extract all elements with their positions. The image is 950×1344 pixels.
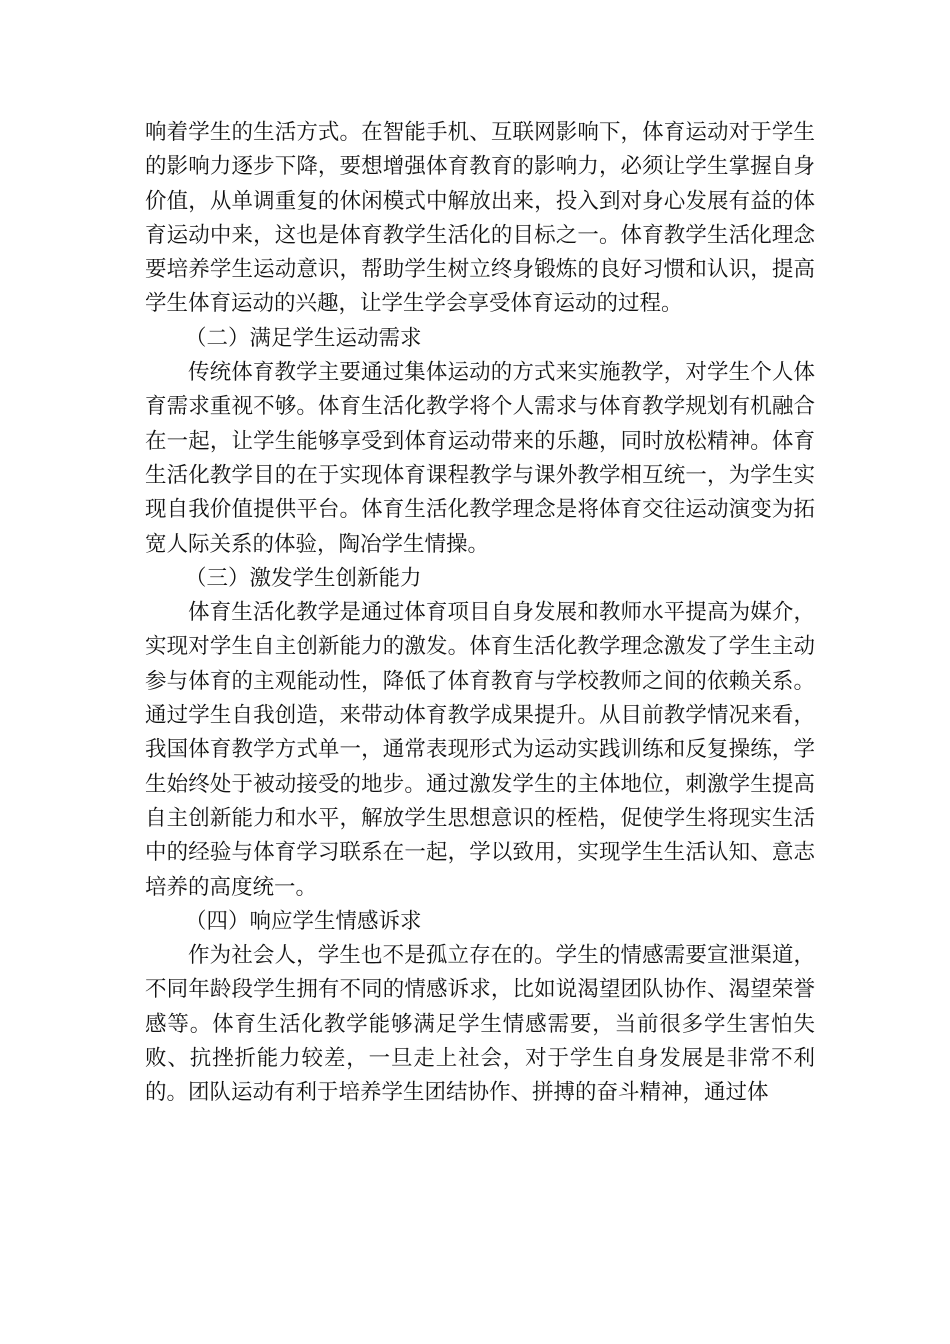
section-heading-2: （二）满足学生运动需求 — [185, 325, 422, 351]
paragraph-traditional-teaching: 传统体育教学主要通过集体运动的方式来实施教学，对学生个人体育需求重视不够。体育生活化教学将个人需求与体育教学规划有机融合在一起，让学生能够享受到体育运动带来的乐趣，同时放松精神。体育生活化教学目的在于实现体育课程教学与课外教学相互统一，为学生实现自我价值提供平台。体育生活化教学理念是将体育交往运动演变为拓宽人际关系的体验，陶冶学生情操。 — [145, 360, 815, 557]
paragraph-emotional-needs: 作为社会人，学生也不是孤立存在的。学生的情感需要宣泄渠道，不同年龄段学生拥有不同的情感诉求，比如说渴望团队协作、渴望荣誉感等。体育生活化教学能够满足学生情感需要，当前很多学生害怕失败、抗挫折能力较差，一旦走上社会，对于学生自身发展是非常不利的。团队运动有利于培养学生团结协作、拼搏的奋斗精神，通过体 — [145, 943, 815, 1106]
paragraph-innovation: 体育生活化教学是通过体育项目自身发展和教师水平提高为媒介，实现对学生自主创新能力的激发。体育生活化教学理念激发了学生主动参与体育的主观能动性，降低了体育教育与学校教师之间的依赖关系。通过学生自我创造，来带动体育教学成果提升。从目前教学情况来看，我国体育教学方式单一，通常表现形式为运动实践训练和反复操练，学生始终处于被动接受的地步。通过激发学生的主体地位，刺激学生提高自主创新能力和水平，解放学生思想意识的桎梏，促使学生将现实生活中的经验与体育学习联系在一起，学以致用，实现学生生活认知、意志培养的高度统一。 — [145, 600, 815, 900]
section-heading-3: （三）激发学生创新能力 — [185, 565, 422, 591]
section-heading-4: （四）响应学生情感诉求 — [185, 908, 422, 934]
paragraph-continuation: 响着学生的生活方式。在智能手机、互联网影响下，体育运动对于学生的影响力逐步下降，要想增强体育教育的影响力，必须让学生掌握自身价值，从单调重复的休闲模式中解放出来，投入到对身心发展有益的体育运动中来，这也是体育教学生活化的目标之一。体育教学生活化理念要培养学生运动意识，帮助学生树立终身锻炼的良好习惯和认识，提高学生体育运动的兴趣，让学生学会享受体育运动的过程。 — [145, 120, 815, 317]
document-body — [145, 116, 815, 1111]
